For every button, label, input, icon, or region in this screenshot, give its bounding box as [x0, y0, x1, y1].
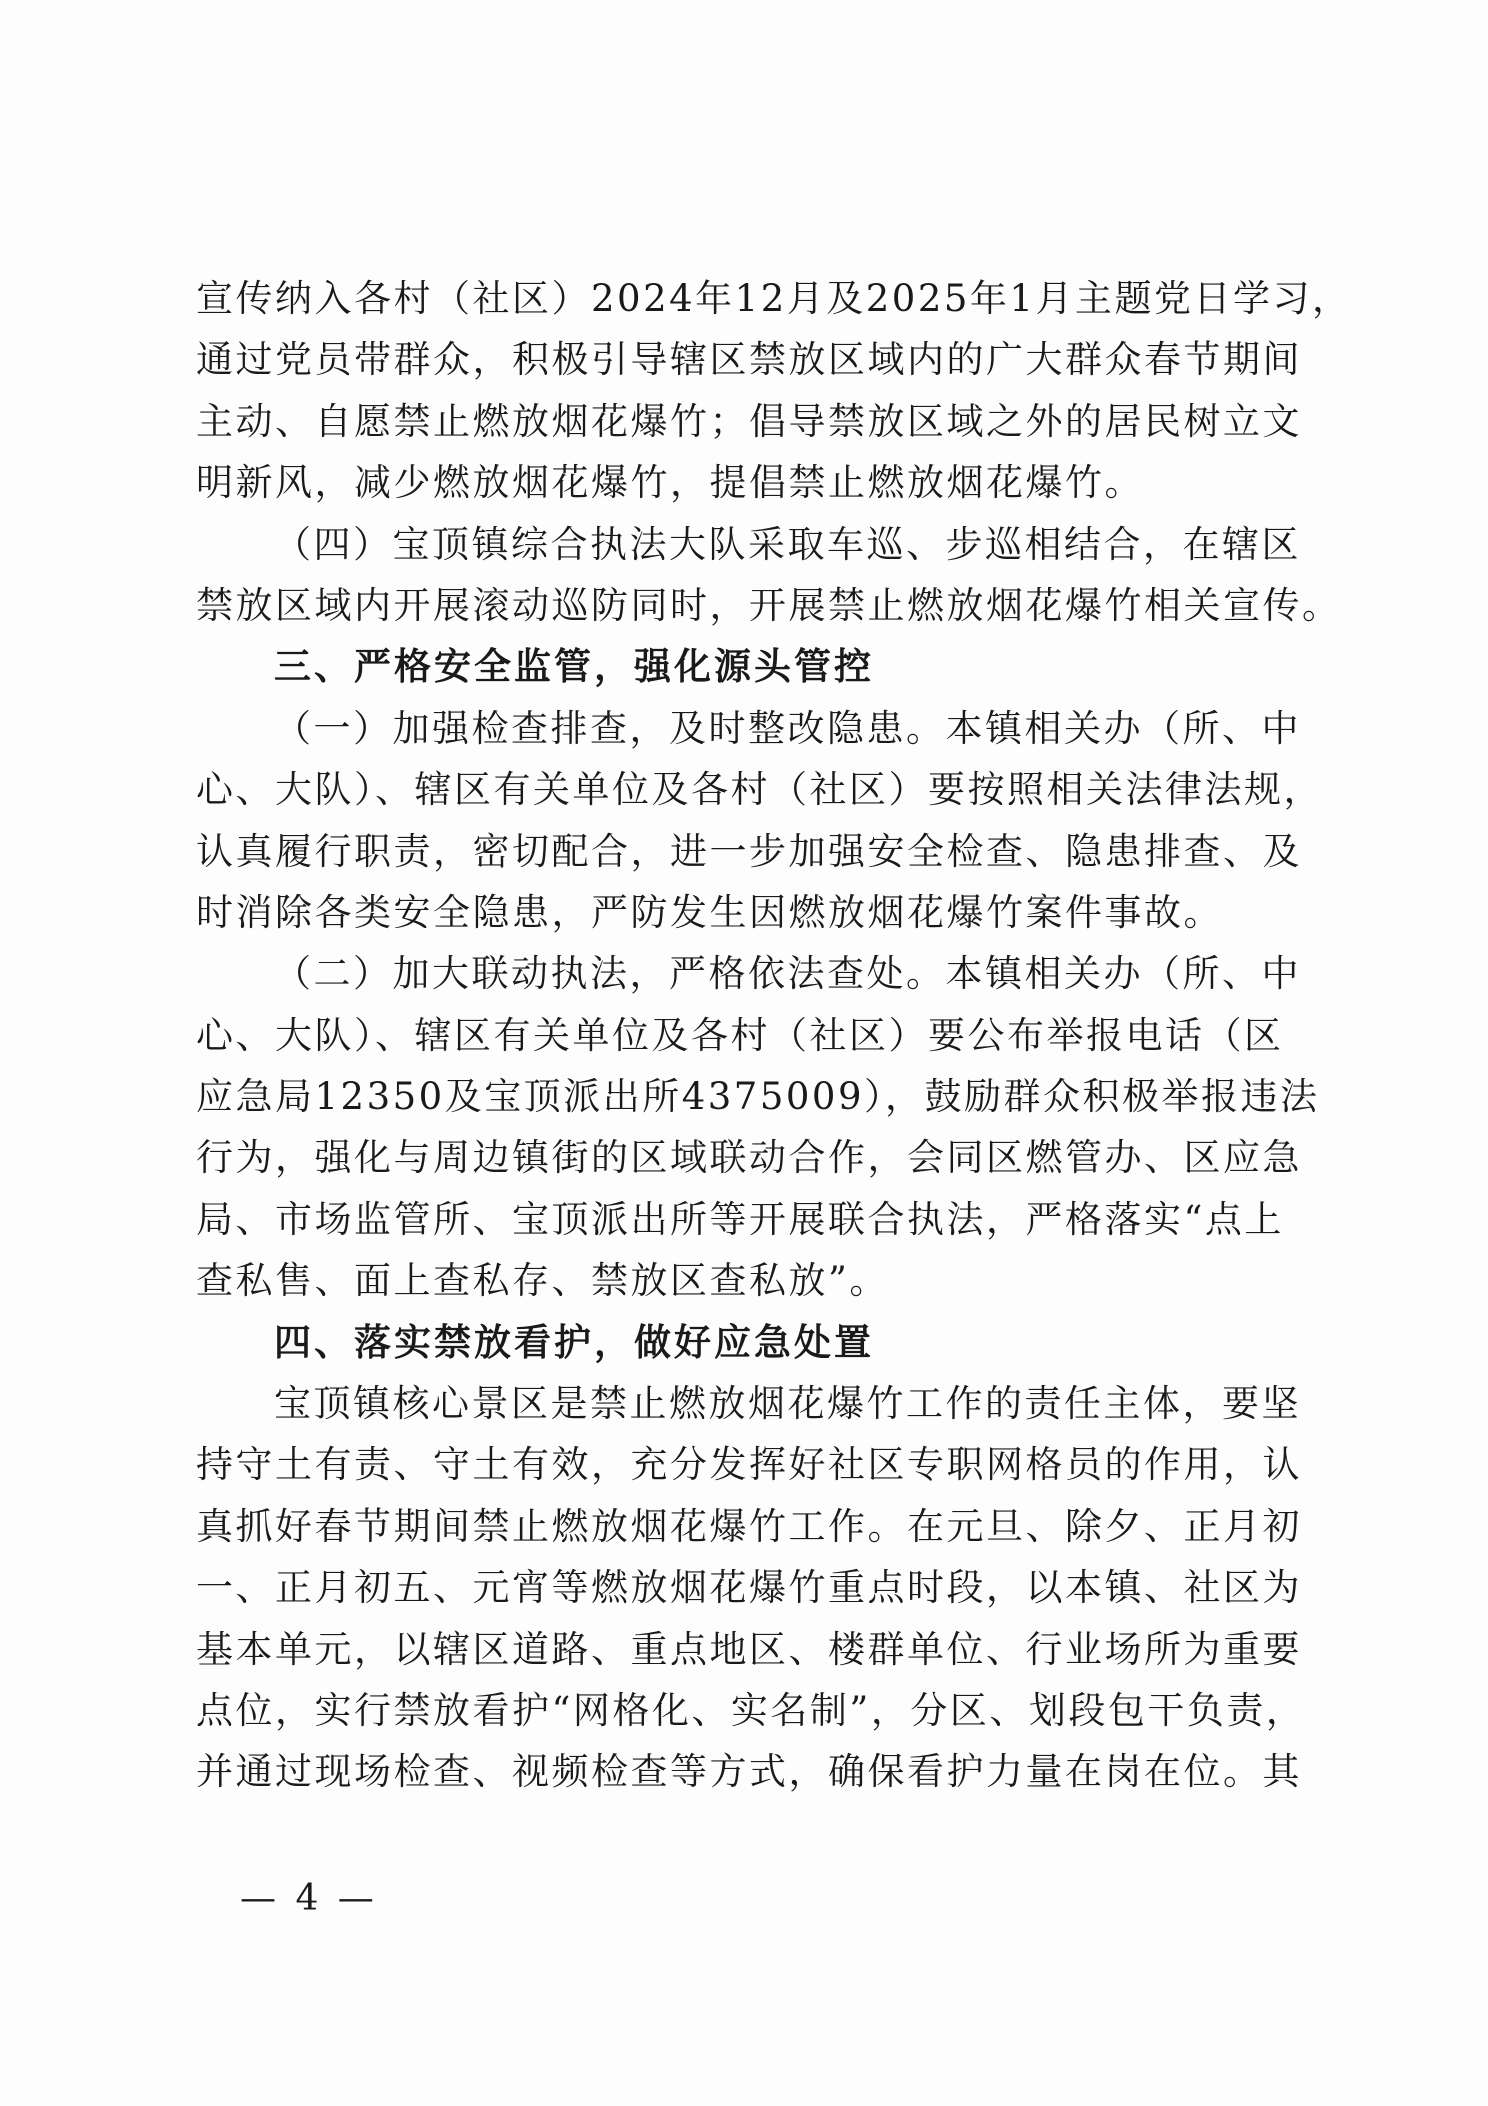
- text-line: 查私售、面上查私存、禁放区查私放”。: [196, 1259, 889, 1303]
- page-number: — 4 —: [240, 1878, 378, 1919]
- text-line: 宝顶镇核心景区是禁止燃放烟花爆竹工作的责任主体，要坚: [274, 1382, 1301, 1426]
- text-line: 真抓好春节期间禁止燃放烟花爆竹工作。在元旦、除夕、正月初: [196, 1504, 1302, 1548]
- text-line: 明新风，减少燃放烟花爆竹，提倡禁止燃放烟花爆竹。: [196, 461, 1144, 505]
- text-line: 主动、自愿禁止燃放烟花爆竹；倡导禁放区域之外的居民树立文: [196, 399, 1302, 443]
- text-line: 持守土有责、守土有效，充分发挥好社区专职网格员的作用，认: [196, 1443, 1302, 1487]
- text-line: 行为，强化与周边镇街的区域联动合作，会同区燃管办、区应急: [196, 1136, 1302, 1180]
- text-line: 应急局12350及宝顶派出所4375009），鼓励群众积极举报违法: [196, 1075, 1320, 1119]
- text-line: 宣传纳入各村（社区）2024年12月及2025年1月主题党日学习，: [196, 277, 1352, 320]
- text-line: 一、正月初五、元宵等燃放烟花爆竹重点时段，以本镇、社区为: [196, 1566, 1302, 1610]
- text-line: 基本单元，以辖区道路、重点地区、楼群单位、行业场所为重要: [196, 1627, 1302, 1671]
- section-heading: 四、落实禁放看护，做好应急处置: [274, 1320, 874, 1364]
- section-heading: 三、严格安全监管，强化源头管控: [274, 645, 874, 689]
- text-line: （二）加大联动执法，严格依法查处。本镇相关办（所、中: [274, 952, 1301, 996]
- text-line: （一）加强检查排查，及时整改隐患。本镇相关办（所、中: [274, 706, 1301, 750]
- text-line: 禁放区域内开展滚动巡防同时，开展禁止燃放烟花爆竹相关宣传。: [196, 583, 1342, 627]
- text-line: 心、大队）、辖区有关单位及各村（社区）要按照相关法律法规，: [196, 768, 1323, 812]
- text-line: 认真履行职责，密切配合，进一步加强安全检查、隐患排查、及: [196, 829, 1302, 873]
- text-line: 局、市场监管所、宝顶派出所等开展联合执法，严格落实“点上: [196, 1197, 1284, 1241]
- text-line: 时消除各类安全隐患，严防发生因燃放烟花爆竹案件事故。: [196, 890, 1223, 934]
- text-line: 并通过现场检查、视频检查等方式，确保看护力量在岗在位。其: [196, 1750, 1302, 1794]
- document-body: [196, 268, 1352, 1803]
- text-line: 通过党员带群众，积极引导辖区禁放区域内的广大群众春节期间: [196, 338, 1302, 382]
- text-line: 点位，实行禁放看护“网格化、实名制”，分区、划段包干负责，: [196, 1688, 1306, 1732]
- text-line: （四）宝顶镇综合执法大队采取车巡、步巡相结合，在辖区: [274, 522, 1301, 566]
- text-line: 心、大队）、辖区有关单位及各村（社区）要公布举报电话（区: [196, 1013, 1284, 1057]
